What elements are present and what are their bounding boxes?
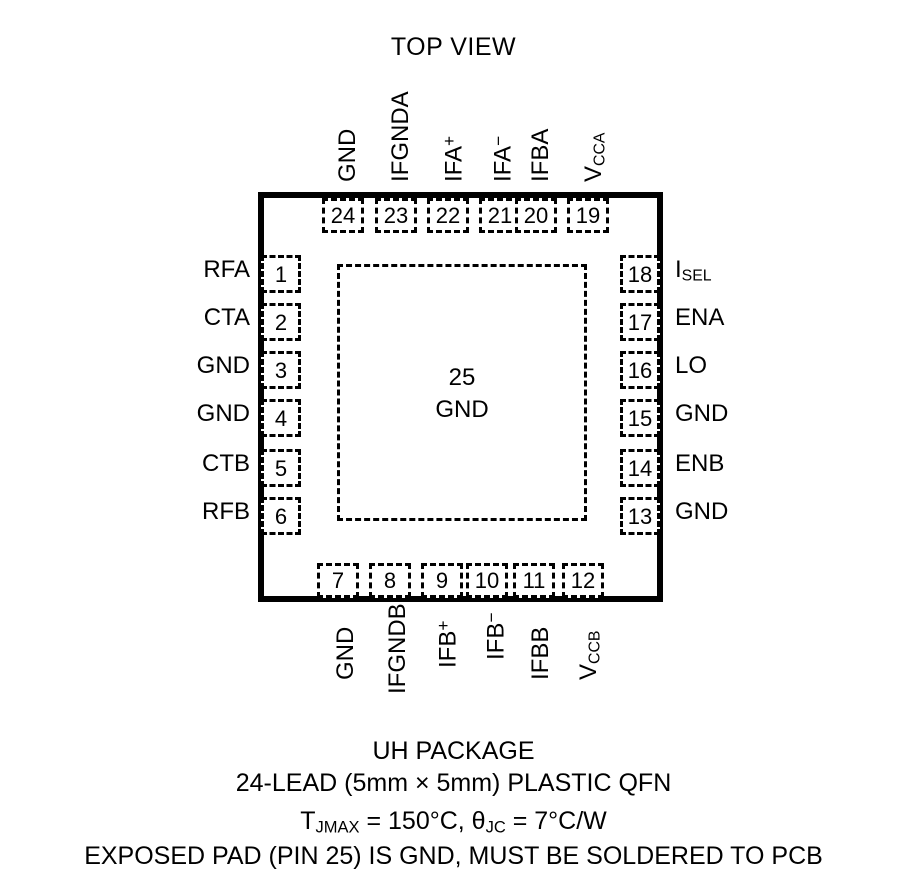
pin-pad-18: 18 — [620, 255, 660, 293]
pin-label-4: GND — [196, 400, 250, 427]
pin-pad-24: 24 — [322, 198, 364, 233]
pin-label-15: GND — [675, 400, 729, 427]
pin-pad-1: 1 — [261, 255, 301, 293]
pin-label-3: GND — [196, 352, 250, 379]
pin-label-18: $I_{SEL}$ — [675, 256, 712, 285]
pin-pad-15: 15 — [620, 399, 660, 437]
pin-label-16: LO — [675, 352, 708, 379]
pin-pad-22: 22 — [427, 198, 469, 233]
pin-pad-13: 13 — [620, 497, 660, 535]
pin-pad-17: 17 — [620, 303, 660, 341]
pin-label-24: GND — [334, 128, 361, 182]
pin-label-1: RFA — [203, 256, 250, 283]
exposed-pad-pin-number: 25 — [448, 364, 476, 391]
pin-pad-9: 9 — [421, 563, 463, 598]
pin-pad-11: 11 — [513, 563, 555, 598]
pin-label-2: CTA — [203, 304, 250, 331]
exposed-pad-net-label: GND — [435, 396, 489, 423]
pin-label-7: GND — [332, 626, 359, 680]
pin-label-11: IFBB — [527, 626, 554, 680]
pin-label-20: IFBA — [527, 128, 554, 182]
pin-pad-20: 20 — [515, 198, 557, 233]
pin-pad-16: 16 — [620, 351, 660, 389]
pin-label-6: RFB — [202, 498, 250, 525]
pin-label-13: GND — [675, 498, 729, 525]
pin-label-5: CTB — [202, 450, 250, 477]
caption-exposed-pad-note: EXPOSED PAD (PIN 25) IS GND, MUST BE SOLDERED TO PCB — [84, 842, 823, 870]
pin-label-10: IFB− — [481, 612, 510, 660]
pin-pad-23: 23 — [375, 198, 417, 233]
pin-pad-12: 12 — [562, 563, 604, 598]
caption-thermal-specs: $T_{JMAX} = 150^\circ C$, $\theta_{JC} = 7^\circ C/W$ — [300, 807, 607, 837]
pin-pad-19: 19 — [567, 198, 609, 233]
pin-label-12: $V_{CCB}$ — [575, 630, 604, 680]
pin-label-23: IFGNDA — [387, 91, 414, 182]
pin-pad-4: 4 — [261, 399, 301, 437]
pin-pad-21: 21 — [479, 198, 521, 233]
pin-pad-8: 8 — [369, 563, 411, 598]
page-title: TOP VIEW — [390, 33, 517, 61]
exposed-pad-labels — [337, 362, 587, 426]
pin-pad-6: 6 — [261, 497, 301, 535]
pin-pad-10: 10 — [466, 563, 508, 598]
pin-pad-14: 14 — [620, 449, 660, 487]
pin-label-8: IFGNDB — [384, 603, 411, 694]
pin-label-9: IFB+ — [433, 620, 462, 668]
pin-label-14: ENB — [675, 450, 725, 477]
pin-pad-7: 7 — [317, 563, 359, 598]
pin-label-17: ENA — [675, 304, 725, 331]
pin-label-22: IFA+ — [439, 135, 468, 182]
caption-package-name: UH PACKAGE — [372, 737, 535, 765]
pin-label-21: IFA− — [488, 135, 517, 182]
caption-package-desc: 24-LEAD (5mm × 5mm) PLASTIC QFN — [235, 769, 672, 797]
pin-label-19: $V_{CCA}$ — [580, 132, 609, 182]
pin-pad-3: 3 — [261, 351, 301, 389]
pin-pad-2: 2 — [261, 303, 301, 341]
pin-pad-5: 5 — [261, 449, 301, 487]
